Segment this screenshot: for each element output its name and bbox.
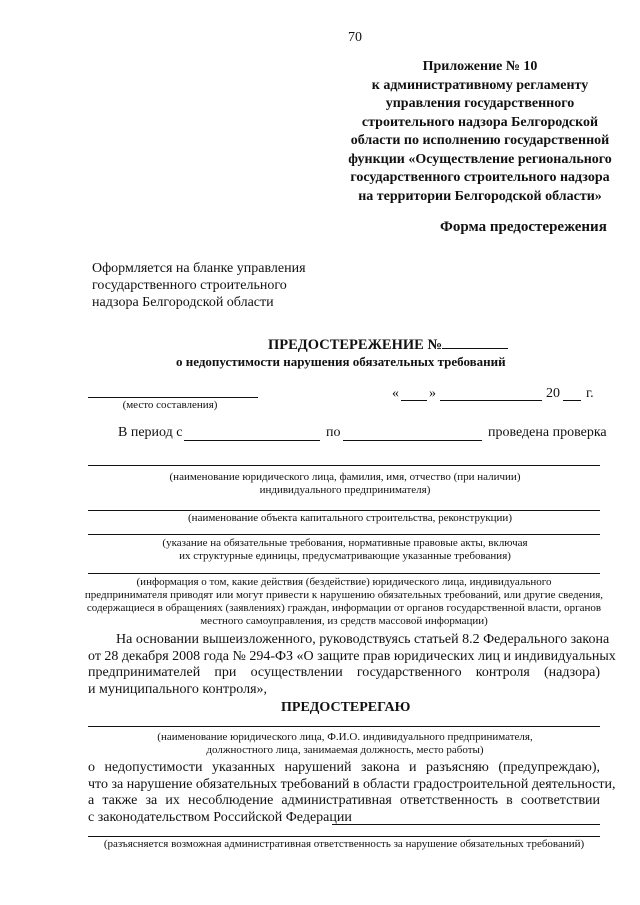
document-title: [268, 336, 508, 354]
place-field[interactable]: [88, 397, 258, 398]
paragraph-line: о недопустимости указанных нарушений закона и разъясняю (предупреждаю),: [88, 760, 600, 775]
warning-paragraph: [88, 760, 616, 826]
paragraph-line: что за нарушение обязательных требований в области градостроительной деятельности,: [88, 776, 616, 792]
place-caption: (место составления): [122, 399, 218, 411]
caption-line: местного самоуправления, из средств массовой информации): [200, 615, 488, 627]
caption-line: (информация о том, какие действия (бездействие) юридического лица, индивидуального: [136, 576, 552, 588]
basis-paragraph: [88, 632, 616, 698]
paragraph-line: с законодательством Российской Федерации: [88, 809, 352, 825]
caption-line: их структурные единицы, предусматривающие указанные требования): [179, 550, 511, 562]
entity-caption: [150, 471, 540, 497]
paragraph-line: а также за их несоблюдение административная ответственность в соответствии: [88, 793, 600, 808]
issued-line: надзора Белгородской области: [92, 295, 274, 310]
document-title-text: ПРЕДОСТЕРЕЖЕНИЕ №: [268, 337, 443, 353]
info-field[interactable]: [88, 573, 600, 574]
period-middle: по: [326, 425, 341, 440]
period-prefix: В период с: [118, 425, 183, 440]
appendix-line: к административному регламенту: [371, 77, 589, 93]
date-day-field[interactable]: [401, 400, 427, 401]
date-year-suffix: г.: [586, 386, 594, 401]
caption-line: (наименование юридического лица, фамилия, имя, отчество (при наличии): [169, 471, 521, 483]
appendix-line: управления государственного: [385, 96, 575, 111]
appendix-line: на территории Белгородской области»: [358, 188, 602, 204]
appendix-line: государственного строительного надзора: [350, 170, 610, 185]
addressee-caption: [150, 731, 540, 757]
warn-heading: ПРЕДОСТЕРЕГАЮ: [281, 700, 411, 715]
caption-line: должностного лица, занимаемая должность, место работы): [206, 744, 484, 756]
paragraph-line: На основании вышеизложенного, руководствуясь статьей 8.2 Федерального закона: [116, 632, 610, 647]
issued-line: государственного строительного: [92, 278, 287, 293]
date-quote-open: «: [392, 386, 399, 401]
caption-line: предпринимателя приводят или могут привести к нарушению обязательных требований, или другие сведения,: [84, 589, 604, 601]
document-number-field[interactable]: [442, 336, 508, 349]
addressee-field[interactable]: [88, 726, 600, 727]
legislation-field[interactable]: [332, 824, 600, 825]
date-month-field[interactable]: [440, 400, 542, 401]
paragraph-line: предпринимателей при осуществлении государственного контроля (надзора): [88, 665, 600, 680]
paragraph-line: от 28 декабря 2008 года № 294-ФЗ «О защите прав юридических лиц и индивидуальных: [88, 648, 616, 664]
period-to-field[interactable]: [343, 440, 482, 441]
period-from-field[interactable]: [184, 440, 320, 441]
paragraph-line: и муниципального контроля»,: [88, 681, 268, 697]
appendix-line: функции «Осуществление регионального: [348, 151, 612, 167]
form-title: Форма предостережения: [440, 219, 607, 235]
issued-line: Оформляется на бланке управления: [92, 261, 306, 276]
liability-field[interactable]: [88, 836, 600, 837]
date-year-prefix: 20: [546, 386, 560, 401]
appendix-line: Приложение № 10: [422, 59, 538, 74]
caption-line: содержащиеся в обращениях (заявлениях) граждан, информации от органов государственной власти, органов: [86, 602, 602, 614]
appendix-line: области по исполнению государственной: [350, 133, 610, 148]
caption-line: индивидуального предпринимателя): [259, 484, 431, 496]
caption-line: (указание на обязательные требования, нормативные правовые акты, включая: [162, 537, 528, 549]
appendix-header: [330, 58, 630, 206]
requirements-field[interactable]: [88, 534, 600, 535]
object-caption: (наименование объекта капитального строительства, реконструкции): [188, 512, 512, 524]
info-caption: [80, 576, 608, 628]
issued-note: [92, 260, 306, 311]
document-subtitle: о недопустимости нарушения обязательных требований: [176, 354, 506, 369]
date-year-field[interactable]: [563, 400, 581, 401]
appendix-line: строительного надзора Белгородской: [361, 114, 599, 130]
date-quote-close: »: [429, 386, 436, 401]
period-suffix: проведена проверка: [488, 425, 607, 440]
liability-caption: (разъясняется возможная административная ответственность за нарушение обязательных требований): [103, 838, 585, 850]
caption-line: (наименование юридического лица, Ф.И.О. индивидуального предпринимателя,: [157, 731, 533, 743]
object-field[interactable]: [88, 510, 600, 511]
page-number: 70: [348, 30, 362, 45]
entity-field[interactable]: [88, 465, 600, 466]
requirements-caption: [150, 537, 540, 563]
